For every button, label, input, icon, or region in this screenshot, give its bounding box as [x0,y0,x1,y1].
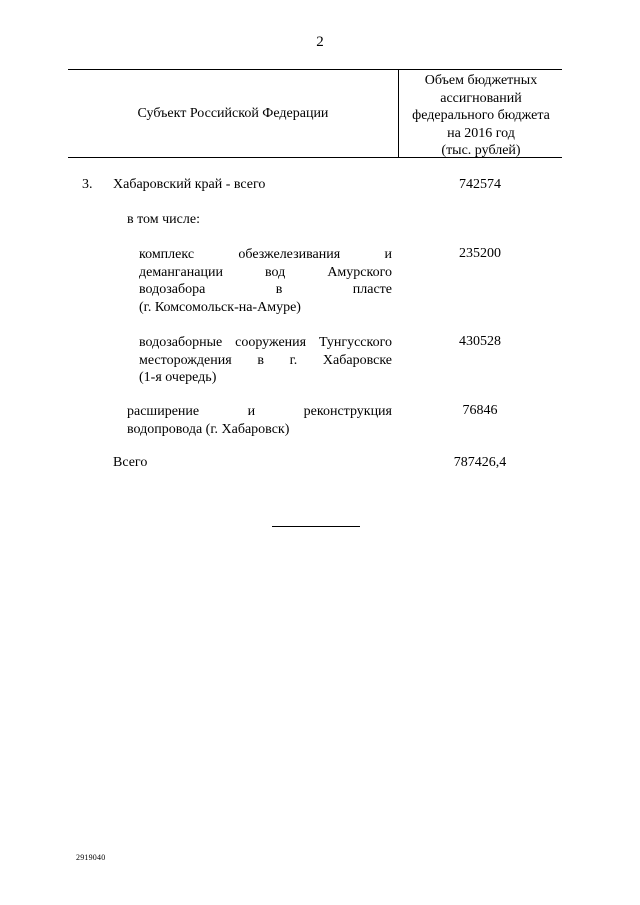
header-amount-line: Объем бюджетных [424,73,538,88]
item2-description [139,334,392,387]
item2-value: 430528 [459,334,501,349]
table-top-border [68,69,562,70]
item1-value: 235200 [459,246,501,261]
including-label: в том числе: [127,212,200,227]
footer-code: 2919040 [76,853,106,862]
item2-line: месторождения в г. Хабаровске [139,352,392,368]
item3-line: расширение и реконструкция [127,404,392,419]
item1-line: деманганации вод Амурского [139,264,392,280]
header-amount-line: федерального бюджета [412,108,550,123]
table-column-divider [398,69,399,158]
page-number: 2 [316,34,324,50]
end-separator-line [272,526,360,527]
item1-line: (г. Комсомольск-на-Амуре) [139,299,301,315]
header-amount-line: (тыс. рублей) [441,143,521,158]
header-amount [400,72,562,160]
item1-line: водозабора в пласте [139,282,392,297]
item3-value: 76846 [462,403,498,418]
region-value: 742574 [459,177,501,192]
header-subject: Субъект Российской Федерации [137,106,329,121]
item1-description [139,246,392,316]
item2-line: (1-я очередь) [139,370,217,385]
region-number: 3. [82,177,93,192]
item1-line: комплекс обезжелезивания и [139,247,392,262]
item3-description [127,403,392,438]
header-amount-line: на 2016 год [447,125,515,141]
total-value: 787426,4 [453,455,507,470]
item3-line: водопровода (г. Хабаровск) [127,421,290,437]
total-label: Всего [113,455,148,470]
header-amount-line: ассигнований [440,90,522,106]
item2-line: водозаборные сооружения Тунгусского [139,335,392,350]
region-name: Хабаровский край - всего [113,177,266,192]
